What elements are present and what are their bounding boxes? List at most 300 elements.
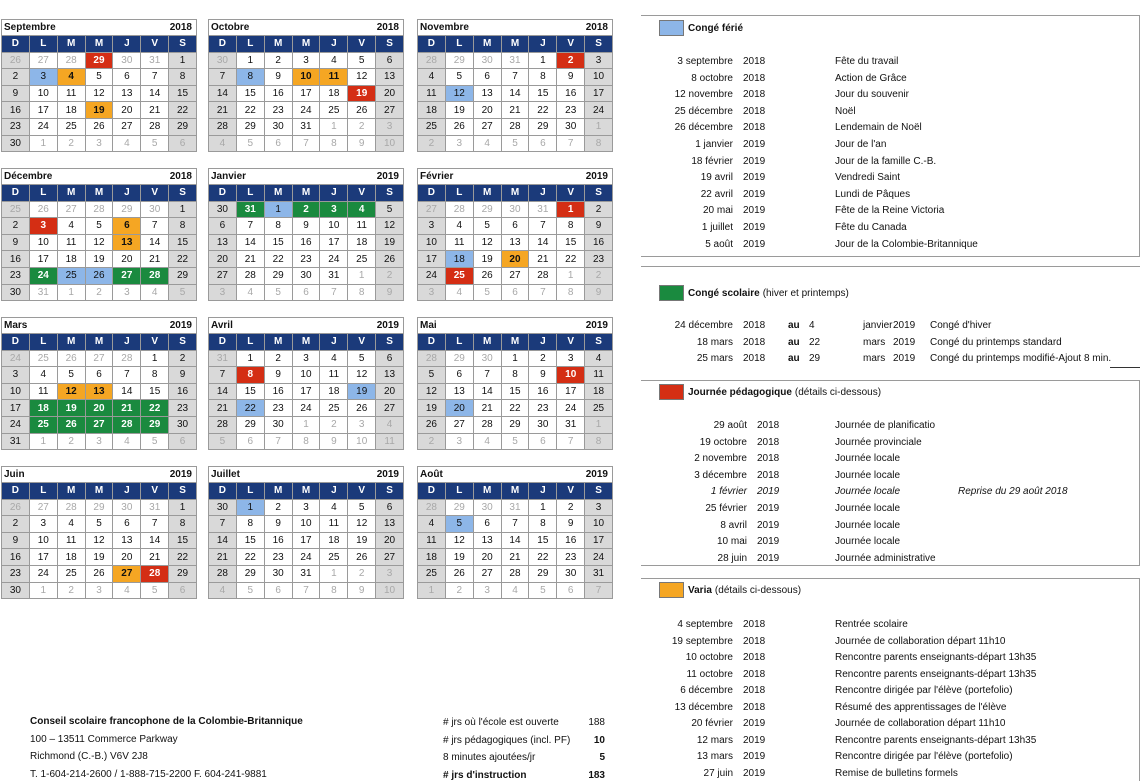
day-cell[interactable]: 11: [58, 533, 86, 550]
day-cell[interactable]: 26: [30, 202, 58, 219]
day-cell[interactable]: 7: [265, 434, 293, 451]
day-cell[interactable]: 2: [265, 500, 293, 517]
day-cell[interactable]: 3: [376, 566, 404, 583]
day-cell[interactable]: 7: [502, 69, 530, 86]
day-cell[interactable]: 8: [502, 367, 530, 384]
day-cell[interactable]: 16: [2, 549, 30, 566]
day-cell[interactable]: 19: [58, 400, 86, 417]
day-cell[interactable]: 22: [265, 251, 293, 268]
day-cell[interactable]: 3: [293, 500, 321, 517]
day-cell[interactable]: 11: [446, 235, 474, 252]
day-cell[interactable]: 11: [58, 235, 86, 252]
day-cell[interactable]: 21: [474, 400, 502, 417]
day-cell[interactable]: 17: [30, 549, 58, 566]
day-cell[interactable]: 16: [265, 384, 293, 401]
day-cell[interactable]: 1: [320, 566, 348, 583]
day-cell[interactable]: 11: [58, 86, 86, 103]
day-cell[interactable]: 28: [418, 53, 446, 70]
day-cell[interactable]: 23: [585, 251, 613, 268]
day-cell[interactable]: 12: [86, 86, 114, 103]
day-cell[interactable]: 28: [86, 202, 114, 219]
day-cell[interactable]: 27: [502, 268, 530, 285]
day-cell[interactable]: 27: [58, 202, 86, 219]
day-cell[interactable]: 18: [585, 384, 613, 401]
day-cell[interactable]: 8: [348, 285, 376, 302]
day-cell[interactable]: 1: [237, 351, 265, 368]
day-cell[interactable]: 17: [585, 86, 613, 103]
day-cell[interactable]: 6: [376, 53, 404, 70]
day-cell[interactable]: 2: [585, 202, 613, 219]
day-cell[interactable]: 10: [293, 367, 321, 384]
day-cell[interactable]: 23: [529, 400, 557, 417]
day-cell[interactable]: 8: [585, 136, 613, 153]
day-cell[interactable]: 19: [376, 235, 404, 252]
day-cell[interactable]: 3: [293, 351, 321, 368]
day-cell[interactable]: 2: [58, 434, 86, 451]
day-cell[interactable]: 8: [237, 69, 265, 86]
day-cell[interactable]: 2: [2, 69, 30, 86]
day-cell[interactable]: 10: [293, 69, 321, 86]
day-cell[interactable]: 23: [169, 400, 197, 417]
day-cell[interactable]: 9: [320, 434, 348, 451]
day-cell[interactable]: 2: [557, 500, 585, 517]
day-cell[interactable]: 22: [169, 251, 197, 268]
day-cell[interactable]: 23: [265, 102, 293, 119]
day-cell[interactable]: 15: [141, 384, 169, 401]
day-cell[interactable]: 11: [320, 69, 348, 86]
day-cell[interactable]: 1: [529, 500, 557, 517]
day-cell[interactable]: 25: [58, 566, 86, 583]
day-cell[interactable]: 23: [2, 119, 30, 136]
day-cell[interactable]: 19: [86, 102, 114, 119]
day-cell[interactable]: 4: [418, 516, 446, 533]
day-cell[interactable]: 12: [348, 516, 376, 533]
day-cell[interactable]: 14: [502, 86, 530, 103]
day-cell[interactable]: 17: [30, 102, 58, 119]
day-cell[interactable]: 16: [585, 235, 613, 252]
day-cell[interactable]: 1: [557, 202, 585, 219]
day-cell[interactable]: 24: [557, 400, 585, 417]
day-cell[interactable]: 10: [557, 367, 585, 384]
day-cell[interactable]: 14: [529, 235, 557, 252]
day-cell[interactable]: 20: [376, 384, 404, 401]
day-cell[interactable]: 13: [113, 86, 141, 103]
day-cell[interactable]: 11: [418, 86, 446, 103]
day-cell[interactable]: 25: [58, 268, 86, 285]
day-cell[interactable]: 26: [2, 53, 30, 70]
day-cell[interactable]: 21: [209, 102, 237, 119]
day-cell[interactable]: 28: [58, 500, 86, 517]
day-cell[interactable]: 6: [293, 285, 321, 302]
day-cell[interactable]: 1: [141, 351, 169, 368]
day-cell[interactable]: 31: [557, 417, 585, 434]
day-cell[interactable]: 12: [58, 384, 86, 401]
day-cell[interactable]: 6: [474, 516, 502, 533]
day-cell[interactable]: 30: [502, 202, 530, 219]
day-cell[interactable]: 13: [376, 69, 404, 86]
day-cell[interactable]: 5: [376, 202, 404, 219]
day-cell[interactable]: 25: [418, 566, 446, 583]
day-cell[interactable]: 30: [209, 202, 237, 219]
day-cell[interactable]: 3: [113, 285, 141, 302]
day-cell[interactable]: 25: [2, 202, 30, 219]
day-cell[interactable]: 9: [2, 235, 30, 252]
day-cell[interactable]: 26: [348, 400, 376, 417]
day-cell[interactable]: 31: [209, 351, 237, 368]
day-cell[interactable]: 3: [376, 119, 404, 136]
day-cell[interactable]: 10: [320, 218, 348, 235]
day-cell[interactable]: 26: [58, 351, 86, 368]
day-cell[interactable]: 2: [348, 119, 376, 136]
day-cell[interactable]: 30: [2, 583, 30, 600]
day-cell[interactable]: 24: [418, 268, 446, 285]
day-cell[interactable]: 29: [169, 566, 197, 583]
day-cell[interactable]: 28: [58, 53, 86, 70]
day-cell[interactable]: 31: [293, 566, 321, 583]
day-cell[interactable]: 16: [557, 86, 585, 103]
day-cell[interactable]: 19: [86, 549, 114, 566]
day-cell[interactable]: 4: [446, 218, 474, 235]
day-cell[interactable]: 19: [446, 549, 474, 566]
day-cell[interactable]: 29: [446, 500, 474, 517]
day-cell[interactable]: 14: [141, 533, 169, 550]
day-cell[interactable]: 22: [141, 400, 169, 417]
day-cell[interactable]: 9: [585, 285, 613, 302]
day-cell[interactable]: 11: [418, 533, 446, 550]
day-cell[interactable]: 7: [585, 583, 613, 600]
day-cell[interactable]: 5: [474, 218, 502, 235]
day-cell[interactable]: 5: [529, 583, 557, 600]
day-cell[interactable]: 20: [113, 102, 141, 119]
day-cell[interactable]: 4: [113, 583, 141, 600]
day-cell[interactable]: 19: [86, 251, 114, 268]
day-cell[interactable]: 28: [113, 417, 141, 434]
day-cell[interactable]: 1: [502, 351, 530, 368]
day-cell[interactable]: 12: [446, 533, 474, 550]
day-cell[interactable]: 8: [169, 516, 197, 533]
day-cell[interactable]: 7: [529, 218, 557, 235]
day-cell[interactable]: 22: [502, 400, 530, 417]
day-cell[interactable]: 18: [320, 384, 348, 401]
day-cell[interactable]: 2: [585, 268, 613, 285]
day-cell[interactable]: 5: [237, 583, 265, 600]
day-cell[interactable]: 3: [446, 434, 474, 451]
day-cell[interactable]: 6: [169, 434, 197, 451]
day-cell[interactable]: 31: [585, 566, 613, 583]
day-cell[interactable]: 4: [113, 434, 141, 451]
day-cell[interactable]: 26: [376, 251, 404, 268]
day-cell[interactable]: 26: [418, 417, 446, 434]
day-cell[interactable]: 8: [557, 218, 585, 235]
day-cell[interactable]: 16: [2, 251, 30, 268]
day-cell[interactable]: 2: [557, 53, 585, 70]
day-cell[interactable]: 4: [113, 136, 141, 153]
day-cell[interactable]: 22: [237, 549, 265, 566]
day-cell[interactable]: 3: [418, 285, 446, 302]
day-cell[interactable]: 11: [348, 218, 376, 235]
day-cell[interactable]: 10: [348, 434, 376, 451]
day-cell[interactable]: 27: [474, 566, 502, 583]
day-cell[interactable]: 8: [529, 516, 557, 533]
day-cell[interactable]: 10: [30, 533, 58, 550]
day-cell[interactable]: 19: [418, 400, 446, 417]
day-cell[interactable]: 27: [86, 417, 114, 434]
day-cell[interactable]: 4: [209, 583, 237, 600]
day-cell[interactable]: 17: [2, 400, 30, 417]
day-cell[interactable]: 3: [86, 136, 114, 153]
day-cell[interactable]: 28: [502, 119, 530, 136]
day-cell[interactable]: 7: [529, 285, 557, 302]
day-cell[interactable]: 30: [265, 417, 293, 434]
day-cell[interactable]: 28: [141, 566, 169, 583]
day-cell[interactable]: 30: [474, 500, 502, 517]
day-cell[interactable]: 28: [474, 417, 502, 434]
day-cell[interactable]: 3: [557, 351, 585, 368]
day-cell[interactable]: 18: [348, 235, 376, 252]
day-cell[interactable]: 29: [86, 53, 114, 70]
day-cell[interactable]: 4: [141, 285, 169, 302]
day-cell[interactable]: 15: [529, 533, 557, 550]
day-cell[interactable]: 7: [113, 367, 141, 384]
day-cell[interactable]: 9: [585, 218, 613, 235]
day-cell[interactable]: 5: [348, 351, 376, 368]
day-cell[interactable]: 17: [557, 384, 585, 401]
day-cell[interactable]: 20: [474, 102, 502, 119]
day-cell[interactable]: 9: [265, 367, 293, 384]
day-cell[interactable]: 23: [2, 566, 30, 583]
day-cell[interactable]: 8: [293, 434, 321, 451]
day-cell[interactable]: 15: [529, 86, 557, 103]
day-cell[interactable]: 3: [30, 516, 58, 533]
day-cell[interactable]: 4: [446, 285, 474, 302]
day-cell[interactable]: 24: [30, 119, 58, 136]
day-cell[interactable]: 30: [474, 351, 502, 368]
day-cell[interactable]: 24: [293, 400, 321, 417]
day-cell[interactable]: 26: [58, 417, 86, 434]
day-cell[interactable]: 26: [86, 566, 114, 583]
day-cell[interactable]: 9: [348, 583, 376, 600]
day-cell[interactable]: 30: [474, 53, 502, 70]
day-cell[interactable]: 28: [209, 566, 237, 583]
day-cell[interactable]: 25: [30, 351, 58, 368]
day-cell[interactable]: 21: [529, 251, 557, 268]
day-cell[interactable]: 15: [237, 533, 265, 550]
day-cell[interactable]: 1: [585, 119, 613, 136]
day-cell[interactable]: 27: [446, 417, 474, 434]
day-cell[interactable]: 31: [529, 202, 557, 219]
day-cell[interactable]: 24: [2, 351, 30, 368]
day-cell[interactable]: 18: [30, 400, 58, 417]
day-cell[interactable]: 25: [320, 549, 348, 566]
day-cell[interactable]: 1: [30, 434, 58, 451]
day-cell[interactable]: 2: [376, 268, 404, 285]
day-cell[interactable]: 24: [293, 102, 321, 119]
day-cell[interactable]: 18: [58, 251, 86, 268]
day-cell[interactable]: 15: [237, 86, 265, 103]
day-cell[interactable]: 1: [529, 53, 557, 70]
day-cell[interactable]: 2: [169, 351, 197, 368]
day-cell[interactable]: 29: [265, 268, 293, 285]
day-cell[interactable]: 3: [209, 285, 237, 302]
day-cell[interactable]: 26: [348, 102, 376, 119]
day-cell[interactable]: 19: [474, 251, 502, 268]
day-cell[interactable]: 30: [113, 500, 141, 517]
day-cell[interactable]: 22: [237, 400, 265, 417]
day-cell[interactable]: 5: [265, 285, 293, 302]
day-cell[interactable]: 3: [446, 136, 474, 153]
day-cell[interactable]: 27: [376, 102, 404, 119]
day-cell[interactable]: 26: [86, 268, 114, 285]
day-cell[interactable]: 11: [376, 434, 404, 451]
day-cell[interactable]: 30: [113, 53, 141, 70]
day-cell[interactable]: 4: [237, 285, 265, 302]
day-cell[interactable]: 14: [209, 86, 237, 103]
day-cell[interactable]: 6: [113, 69, 141, 86]
day-cell[interactable]: 14: [113, 384, 141, 401]
day-cell[interactable]: 27: [376, 549, 404, 566]
day-cell[interactable]: 24: [293, 549, 321, 566]
day-cell[interactable]: 24: [30, 566, 58, 583]
day-cell[interactable]: 7: [502, 516, 530, 533]
day-cell[interactable]: 28: [446, 202, 474, 219]
day-cell[interactable]: 8: [265, 218, 293, 235]
day-cell[interactable]: 29: [237, 417, 265, 434]
day-cell[interactable]: 18: [418, 102, 446, 119]
day-cell[interactable]: 22: [169, 102, 197, 119]
day-cell[interactable]: 30: [209, 500, 237, 517]
day-cell[interactable]: 28: [141, 268, 169, 285]
day-cell[interactable]: 17: [293, 86, 321, 103]
day-cell[interactable]: 8: [585, 434, 613, 451]
day-cell[interactable]: 5: [141, 136, 169, 153]
day-cell[interactable]: 30: [265, 119, 293, 136]
day-cell[interactable]: 27: [376, 400, 404, 417]
day-cell[interactable]: 5: [446, 69, 474, 86]
day-cell[interactable]: 18: [418, 549, 446, 566]
day-cell[interactable]: 7: [474, 367, 502, 384]
day-cell[interactable]: 12: [474, 235, 502, 252]
day-cell[interactable]: 31: [502, 53, 530, 70]
day-cell[interactable]: 15: [169, 235, 197, 252]
day-cell[interactable]: 2: [86, 285, 114, 302]
day-cell[interactable]: 9: [557, 516, 585, 533]
day-cell[interactable]: 21: [141, 251, 169, 268]
day-cell[interactable]: 28: [502, 566, 530, 583]
day-cell[interactable]: 16: [293, 235, 321, 252]
day-cell[interactable]: 17: [293, 533, 321, 550]
day-cell[interactable]: 30: [557, 566, 585, 583]
day-cell[interactable]: 30: [169, 417, 197, 434]
day-cell[interactable]: 25: [320, 400, 348, 417]
day-cell[interactable]: 14: [141, 86, 169, 103]
day-cell[interactable]: 16: [265, 533, 293, 550]
day-cell[interactable]: 18: [446, 251, 474, 268]
day-cell[interactable]: 20: [113, 251, 141, 268]
day-cell[interactable]: 16: [265, 86, 293, 103]
day-cell[interactable]: 21: [209, 400, 237, 417]
day-cell[interactable]: 30: [293, 268, 321, 285]
day-cell[interactable]: 13: [113, 235, 141, 252]
day-cell[interactable]: 7: [209, 367, 237, 384]
day-cell[interactable]: 12: [348, 367, 376, 384]
day-cell[interactable]: 4: [30, 367, 58, 384]
day-cell[interactable]: 31: [30, 285, 58, 302]
day-cell[interactable]: 5: [86, 218, 114, 235]
day-cell[interactable]: 6: [169, 583, 197, 600]
day-cell[interactable]: 9: [348, 136, 376, 153]
day-cell[interactable]: 4: [320, 351, 348, 368]
day-cell[interactable]: 31: [502, 500, 530, 517]
day-cell[interactable]: 25: [446, 268, 474, 285]
day-cell[interactable]: 18: [320, 86, 348, 103]
day-cell[interactable]: 14: [209, 533, 237, 550]
day-cell[interactable]: 9: [265, 69, 293, 86]
day-cell[interactable]: 6: [86, 367, 114, 384]
day-cell[interactable]: 9: [2, 86, 30, 103]
day-cell[interactable]: 27: [474, 119, 502, 136]
day-cell[interactable]: 31: [237, 202, 265, 219]
day-cell[interactable]: 3: [86, 583, 114, 600]
day-cell[interactable]: 16: [2, 102, 30, 119]
day-cell[interactable]: 21: [502, 549, 530, 566]
day-cell[interactable]: 20: [502, 251, 530, 268]
day-cell[interactable]: 9: [293, 218, 321, 235]
day-cell[interactable]: 7: [209, 69, 237, 86]
day-cell[interactable]: 22: [237, 102, 265, 119]
day-cell[interactable]: 15: [237, 384, 265, 401]
day-cell[interactable]: 5: [502, 434, 530, 451]
day-cell[interactable]: 28: [529, 268, 557, 285]
day-cell[interactable]: 16: [529, 384, 557, 401]
day-cell[interactable]: 1: [265, 202, 293, 219]
day-cell[interactable]: 29: [237, 119, 265, 136]
day-cell[interactable]: 13: [446, 384, 474, 401]
day-cell[interactable]: 8: [320, 136, 348, 153]
day-cell[interactable]: 8: [529, 69, 557, 86]
day-cell[interactable]: 13: [376, 367, 404, 384]
day-cell[interactable]: 2: [293, 202, 321, 219]
day-cell[interactable]: 2: [265, 53, 293, 70]
day-cell[interactable]: 28: [113, 351, 141, 368]
day-cell[interactable]: 23: [293, 251, 321, 268]
day-cell[interactable]: 3: [30, 218, 58, 235]
day-cell[interactable]: 24: [585, 102, 613, 119]
day-cell[interactable]: 6: [529, 136, 557, 153]
day-cell[interactable]: 21: [113, 400, 141, 417]
day-cell[interactable]: 7: [141, 69, 169, 86]
day-cell[interactable]: 3: [474, 583, 502, 600]
day-cell[interactable]: 2: [2, 218, 30, 235]
day-cell[interactable]: 6: [502, 285, 530, 302]
day-cell[interactable]: 24: [585, 549, 613, 566]
day-cell[interactable]: 5: [86, 69, 114, 86]
day-cell[interactable]: 2: [58, 136, 86, 153]
day-cell[interactable]: 17: [585, 533, 613, 550]
day-cell[interactable]: 19: [446, 102, 474, 119]
day-cell[interactable]: 15: [265, 235, 293, 252]
day-cell[interactable]: 1: [237, 500, 265, 517]
day-cell[interactable]: 23: [557, 102, 585, 119]
day-cell[interactable]: 9: [557, 69, 585, 86]
day-cell[interactable]: 13: [376, 516, 404, 533]
day-cell[interactable]: 4: [320, 500, 348, 517]
day-cell[interactable]: 13: [113, 533, 141, 550]
day-cell[interactable]: 24: [320, 251, 348, 268]
day-cell[interactable]: 8: [557, 285, 585, 302]
day-cell[interactable]: 3: [348, 417, 376, 434]
day-cell[interactable]: 7: [141, 218, 169, 235]
day-cell[interactable]: 13: [474, 533, 502, 550]
